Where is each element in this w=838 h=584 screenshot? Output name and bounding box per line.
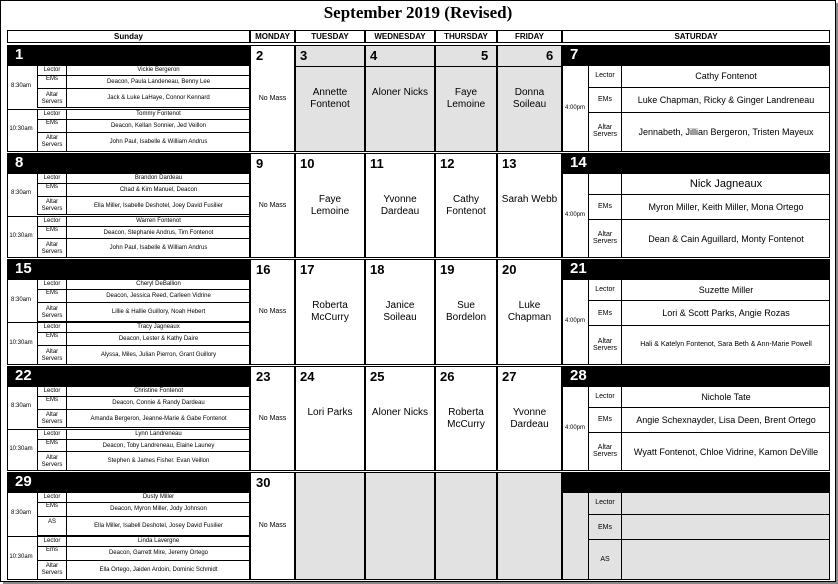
monday-date: 23 [256, 369, 271, 384]
saturday-role-label: AS [588, 540, 622, 580]
thu-cell [435, 472, 497, 580]
role-assignee: Tracy Jagneaux [67, 322, 250, 333]
saturday-role-label: EMs [588, 195, 622, 220]
header-saturday: SATURDAY [562, 30, 830, 43]
header-thursday: THURSDAY [435, 30, 497, 43]
role-assignee: Lillie & Hallie Guillory, Noah Hebert [67, 303, 250, 322]
saturday-role-label [588, 173, 622, 195]
role-assignee: Deacon, Myron Miller, Jody Johnson [67, 503, 250, 516]
thu-server-name: Faye Lemoine [446, 86, 486, 110]
fri-server-name: Sarah Webb [501, 193, 558, 205]
no-mass-label: No Mass [258, 522, 287, 529]
saturday-role-label: Altar Servers [588, 326, 622, 365]
no-mass-label: No Mass [258, 94, 287, 102]
role-assignee: John Paul, Isabelle & William Andrus [67, 133, 250, 152]
role-assignee: Deacon, Jessica Reed, Carleen Vidrine [67, 290, 250, 303]
mass-time-early: 8:30am [10, 510, 31, 516]
role-assignee: Stephen & James Fisher. Evan Veillon [67, 452, 250, 471]
tue-server-name: Roberta McCurry [311, 300, 349, 323]
tue-date: 3 [300, 48, 308, 63]
wed-date: 18 [370, 262, 385, 277]
date-row-divider [295, 66, 562, 67]
saturday-role-label: Lector [588, 65, 622, 88]
role-assignee: Ella Ortego, Jaiden Ardoin, Dominic Schmidt [67, 561, 250, 580]
role-assignee: Deacon, Kellan Sonnier, Jed Veillon [67, 120, 250, 133]
role-assignee: Deacon, Lester & Kathy Daire [67, 333, 250, 346]
role-label: Lector [37, 386, 67, 397]
mass-time-saturday: 4:00pm [564, 211, 585, 218]
monday-date: 16 [256, 262, 271, 277]
role-assignee: Cheryl DeBallion [67, 279, 250, 290]
sunday-date: 29 [15, 473, 32, 490]
wed-cell [365, 472, 435, 580]
role-label: EMs [37, 503, 67, 516]
mass-time-late: 10:30am [9, 445, 33, 452]
monday-date: 2 [256, 48, 264, 63]
tue-server-name: Annette Fontenot [310, 86, 350, 110]
role-assignee: Lynn Landreneau [67, 429, 250, 440]
thu-server-name: Sue Bordelon [445, 300, 487, 323]
saturday-role-label: Lector [588, 492, 622, 515]
mass-time-early: 8:30am [10, 82, 31, 89]
role-label: Lector [37, 173, 67, 184]
role-label: Altar Servers [37, 346, 67, 365]
saturday-role-assignee: Dean & Cain Aguillard, Monty Fontenot [622, 220, 830, 258]
tue-date: 24 [300, 369, 315, 384]
saturday-date: 21 [570, 260, 587, 277]
role-label: Lector [37, 322, 67, 333]
role-label: Altar Servers [37, 89, 67, 108]
wed-server-name: Yvonne Dardeau [380, 193, 420, 217]
role-label: Altar Servers [37, 452, 67, 471]
role-assignee: Ella Miller, Isabelle Deshotel, Joey David Fusilier [67, 197, 250, 216]
role-label: Altar Servers [37, 410, 67, 429]
role-label: Altar Servers [37, 239, 67, 258]
header-wednesday: WEDNESDAY [365, 30, 435, 43]
role-assignee: Brandon Dardeau [67, 173, 250, 184]
fri-date: 13 [502, 156, 517, 171]
saturday-role-label: EMs [588, 515, 622, 541]
fri-cell [497, 472, 562, 580]
fri-server-name: Donna Soileau [512, 86, 547, 110]
role-assignee: Dusty Miller [67, 492, 250, 503]
saturday-role-assignee: Nichole Tate [622, 386, 830, 408]
saturday-role-label: EMs [588, 301, 622, 326]
role-label: Lector [37, 279, 67, 290]
fri-date: 27 [502, 369, 517, 384]
sunday-date: 15 [15, 260, 32, 277]
saturday-date: 28 [570, 367, 587, 384]
wed-server-name: Janice Soileau [383, 300, 417, 323]
no-mass-label: No Mass [258, 308, 287, 315]
saturday-role-label: Altar Servers [588, 433, 622, 471]
role-assignee: Linda Lavergne [67, 536, 250, 547]
role-assignee: Warren Fontenot [67, 216, 250, 227]
header-friday: FRIDAY [497, 30, 562, 43]
sunday-date: 8 [15, 154, 24, 171]
fri-date: 6 [546, 48, 554, 63]
mass-time-early: 8:30am [10, 403, 31, 410]
role-label: Altar Servers [37, 561, 67, 580]
saturday-date: 7 [570, 46, 579, 63]
sunday-date: 1 [15, 46, 24, 63]
role-assignee: Vickie Bergeron [67, 65, 250, 76]
role-label: Lector [37, 65, 67, 76]
saturday-role-assignee [622, 492, 830, 515]
role-label: EMs [37, 440, 67, 453]
fri-date: 20 [502, 262, 517, 277]
mass-time-late: 10:30am [9, 339, 33, 346]
wed-date: 25 [370, 369, 385, 384]
role-assignee: Ella Miller, Isabell Deshotel, Josey David Fusilier [67, 517, 250, 536]
saturday-role-label: EMs [588, 88, 622, 113]
saturday-band [562, 153, 830, 173]
wed-date: 4 [370, 48, 378, 63]
role-label: Altar Servers [37, 197, 67, 216]
saturday-role-assignee: Nick Jagneaux [622, 173, 830, 195]
tue-server-name: Faye Lemoine [310, 193, 350, 217]
header-tuesday: TUESDAY [295, 30, 365, 43]
header-sunday: Sunday [7, 30, 250, 43]
saturday-role-assignee: Myron Miller, Keith Miller, Mona Ortego [622, 195, 830, 220]
role-label: EMs [37, 333, 67, 346]
role-label: Lector [37, 109, 67, 120]
saturday-date: 14 [570, 154, 587, 171]
thu-date: 12 [440, 156, 455, 171]
saturday-role-label: Lector [588, 279, 622, 301]
wed-server-name: Aloner Nicks [371, 86, 429, 98]
saturday-role-assignee: Angie Schexnayder, Lisa Deen, Brent Ortego [622, 408, 830, 433]
thu-server-name: Cathy Fontenot [446, 193, 486, 217]
saturday-role-assignee: Lori & Scott Parks, Angie Rozas [622, 301, 830, 326]
mass-time-early: 8:30am [10, 296, 31, 303]
thu-date: 5 [481, 48, 489, 63]
role-label: Altar Servers [37, 303, 67, 322]
role-label: Altar Servers [37, 133, 67, 152]
role-label: EMs [37, 397, 67, 410]
role-assignee: Chad & Kim Manuel, Deacon [67, 184, 250, 197]
saturday-role-assignee [622, 515, 830, 541]
header-monday: MONDAY [250, 30, 295, 43]
role-assignee: Deacon, Connie & Randy Dardeau [67, 397, 250, 410]
role-assignee: Deacon, Toby Landreneau, Elaine Launey [67, 440, 250, 453]
role-label: EMs [37, 120, 67, 133]
saturday-band [562, 472, 830, 492]
sunday-date: 22 [15, 367, 32, 384]
fri-server-name: Luke Chapman [507, 300, 552, 323]
role-label: Lector [37, 492, 67, 503]
monday-date: 30 [256, 475, 271, 490]
mass-time-early: 8:30am [10, 190, 31, 197]
no-mass-label: No Mass [258, 201, 287, 209]
role-label: EMs [37, 290, 67, 303]
thu-server-name: Roberta McCurry [447, 406, 485, 430]
role-label: Ems [37, 547, 67, 560]
saturday-band [562, 45, 830, 65]
role-assignee: Deacon, Paula Landeneau, Benny Lee [67, 76, 250, 89]
role-assignee: Tommy Fontenot [67, 109, 250, 120]
wed-server-name: Aloner Nicks [371, 406, 429, 418]
role-label: EMs [37, 184, 67, 197]
saturday-role-label: Altar Servers [588, 220, 622, 258]
wed-date: 11 [370, 156, 384, 171]
role-assignee: Christine Fontenot [67, 386, 250, 397]
mass-time-late: 10:30am [9, 232, 33, 239]
role-assignee: Deacon, Stephanie Andrus, Tim Fontenot [67, 227, 250, 240]
mass-time-late: 10:30am [9, 126, 33, 133]
saturday-role-assignee: Wyatt Fontenot, Chloe Vidrine, Kamon DeVille [622, 433, 830, 471]
mass-time-saturday: 4:00pm [564, 104, 585, 111]
role-assignee: Alyssa, Miles, Julian Pierron, Grant Guillory [67, 346, 250, 365]
role-label: AS [37, 517, 67, 536]
saturday-role-label: Lector [588, 386, 622, 408]
role-assignee: Deacon, Garrett Mire, Jeremy Ortego [67, 547, 250, 560]
tue-date: 17 [300, 262, 315, 277]
tue-date: 10 [300, 156, 315, 171]
tue-cell [295, 472, 365, 580]
thu-date: 26 [440, 369, 455, 384]
saturday-role-label: EMs [588, 408, 622, 433]
role-assignee: Amanda Bergeron, Jeanne-Marie & Gabe Fontenot [67, 410, 250, 429]
tue-server-name: Lori Parks [307, 406, 353, 418]
saturday-role-assignee: Suzette Miller [622, 279, 830, 301]
no-mass-label: No Mass [258, 414, 287, 422]
fri-server-name: Yvonne Dardeau [510, 406, 549, 430]
role-label: Lector [37, 536, 67, 547]
mass-time-saturday: 4:00pm [564, 318, 585, 324]
thu-date: 19 [440, 262, 455, 277]
monday-date: 9 [256, 156, 264, 171]
saturday-band [562, 366, 830, 386]
role-label: Lector [37, 429, 67, 440]
role-label: EMs [37, 227, 67, 240]
role-assignee: Jack & Luke LaHaye, Connor Kennard [67, 89, 250, 108]
saturday-role-assignee: Hali & Katelyn Fontenot, Sara Beth & Ann-Marie Powell [622, 326, 830, 365]
role-label: Lector [37, 216, 67, 227]
saturday-role-assignee: Luke Chapman, Ricky & Ginger Landreneau [622, 88, 830, 113]
saturday-role-assignee: Jennabeth, Jillian Bergeron, Tristen Mayeux [622, 113, 830, 152]
mass-time-late: 10:30am [9, 554, 33, 560]
saturday-role-assignee [622, 540, 830, 580]
role-assignee: John Paul, Isabelle & William Andrus [67, 239, 250, 258]
mass-time-saturday: 4:00pm [564, 424, 585, 431]
saturday-role-assignee: Cathy Fontenot [622, 65, 830, 88]
page-title: September 2019 (Revised) [323, 3, 513, 22]
saturday-band [562, 259, 830, 279]
role-label: EMs [37, 76, 67, 89]
saturday-role-label: Altar Servers [588, 113, 622, 152]
